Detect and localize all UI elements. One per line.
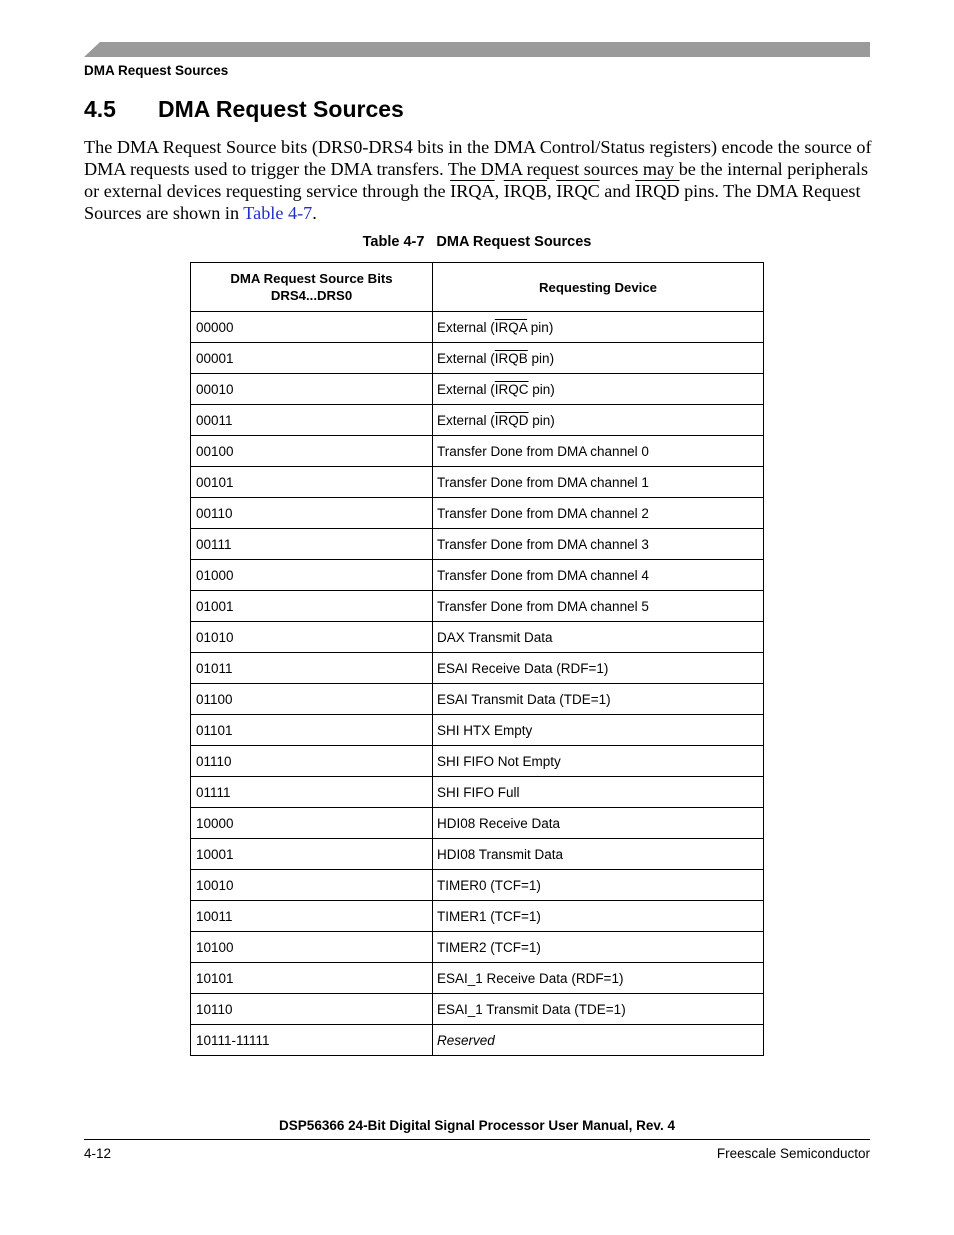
running-head: DMA Request Sources [84, 63, 229, 78]
table-row [191, 994, 764, 1025]
table-row [191, 436, 764, 467]
cell-device: TIMER0 (TCF=1) [433, 870, 764, 901]
table-row [191, 808, 764, 839]
cell-device: Transfer Done from DMA channel 5 [433, 591, 764, 622]
header-source-bits-line2: DRS4...DRS0 [270, 288, 353, 303]
cell-device: Transfer Done from DMA channel 4 [433, 560, 764, 591]
table-row [191, 498, 764, 529]
device-prefix: External ( [437, 350, 495, 366]
table-row [191, 374, 764, 405]
table-row-reserved [191, 1025, 764, 1056]
table-reference-link[interactable]: Table 4-7 [243, 203, 313, 223]
table-row [191, 405, 764, 436]
cell-bits: 00101 [191, 467, 433, 498]
cell-device: HDI08 Receive Data [433, 808, 764, 839]
cell-bits: 01111 [191, 777, 433, 808]
section-number: 4.5 [84, 96, 116, 122]
cell-bits: 10011 [191, 901, 433, 932]
cell-bits: 00111 [191, 529, 433, 560]
device-signal: IRQD [494, 412, 529, 428]
body-sep-3: and [599, 181, 636, 201]
header-bar [84, 42, 870, 57]
cell-bits: 01110 [191, 746, 433, 777]
cell-device: Transfer Done from DMA channel 2 [433, 498, 764, 529]
cell-device: Transfer Done from DMA channel 3 [433, 529, 764, 560]
table-row [191, 467, 764, 498]
cell-bits: 01100 [191, 684, 433, 715]
signal-irqd: IRQD [635, 181, 680, 201]
device-prefix: External ( [437, 412, 495, 428]
cell-device [433, 405, 764, 436]
cell-bits: 00000 [191, 312, 433, 343]
table-caption-title: DMA Request Sources [436, 234, 592, 250]
table-row [191, 932, 764, 963]
body-sep-2: , [547, 181, 557, 201]
device-signal: IRQC [494, 381, 529, 397]
cell-device: TIMER2 (TCF=1) [433, 932, 764, 963]
section-heading [84, 96, 404, 123]
device-suffix: pin) [528, 412, 555, 428]
section-title: DMA Request Sources [158, 96, 404, 122]
table-row [191, 963, 764, 994]
cell-bits: 10111-11111 [191, 1025, 433, 1056]
cell-device [433, 312, 764, 343]
table-row [191, 312, 764, 343]
table-caption [0, 234, 954, 250]
signal-irqc: IRQC [556, 181, 600, 201]
body-paragraph [84, 136, 874, 224]
cell-bits: 00100 [191, 436, 433, 467]
device-suffix: pin) [527, 350, 555, 366]
cell-device: HDI08 Transmit Data [433, 839, 764, 870]
cell-bits: 10001 [191, 839, 433, 870]
cell-bits: 10100 [191, 932, 433, 963]
table-header-row [191, 263, 764, 312]
table-row [191, 777, 764, 808]
dma-request-sources-table [190, 262, 764, 1056]
table-row [191, 622, 764, 653]
cell-device: ESAI_1 Receive Data (RDF=1) [433, 963, 764, 994]
table-caption-label: Table 4-7 [362, 234, 425, 250]
device-signal: IRQA [494, 319, 528, 335]
table-row [191, 715, 764, 746]
cell-device: Transfer Done from DMA channel 0 [433, 436, 764, 467]
table-row [191, 591, 764, 622]
cell-device: DAX Transmit Data [433, 622, 764, 653]
cell-device: SHI FIFO Not Empty [433, 746, 764, 777]
table-row [191, 839, 764, 870]
device-prefix: External ( [437, 381, 495, 397]
device-suffix: pin) [528, 381, 555, 397]
table-row [191, 870, 764, 901]
footer-company: Freescale Semiconductor [716, 1146, 870, 1161]
device-prefix: External ( [437, 319, 495, 335]
cell-bits: 00001 [191, 343, 433, 374]
cell-bits: 00110 [191, 498, 433, 529]
footer-divider [84, 1139, 870, 1140]
table-row [191, 901, 764, 932]
cell-bits: 01011 [191, 653, 433, 684]
device-signal: IRQB [494, 350, 528, 366]
signal-irqb: IRQB [503, 181, 548, 201]
cell-bits: 01000 [191, 560, 433, 591]
cell-bits: 10101 [191, 963, 433, 994]
table-row [191, 684, 764, 715]
body-text-3: . [312, 203, 317, 223]
cell-bits: 00010 [191, 374, 433, 405]
cell-device: SHI HTX Empty [433, 715, 764, 746]
header-bar-shape [84, 42, 870, 57]
cell-device: ESAI_1 Transmit Data (TDE=1) [433, 994, 764, 1025]
cell-bits: 01001 [191, 591, 433, 622]
cell-bits: 10000 [191, 808, 433, 839]
header-source-bits-line1: DMA Request Source Bits [230, 271, 393, 286]
cell-bits: 00011 [191, 405, 433, 436]
device-suffix: pin) [527, 319, 554, 335]
table-row [191, 343, 764, 374]
cell-device: Reserved [433, 1025, 764, 1056]
cell-bits: 01101 [191, 715, 433, 746]
table-row [191, 560, 764, 591]
cell-bits: 10110 [191, 994, 433, 1025]
table-row [191, 746, 764, 777]
cell-device: Transfer Done from DMA channel 1 [433, 467, 764, 498]
cell-device [433, 343, 764, 374]
table-row [191, 529, 764, 560]
footer-document-title: DSP56366 24-Bit Digital Signal Processor User Manual, Rev. 4 [279, 1118, 675, 1133]
cell-device [433, 374, 764, 405]
cell-device: TIMER1 (TCF=1) [433, 901, 764, 932]
header-requesting-device: Requesting Device [433, 263, 764, 312]
cell-device: ESAI Receive Data (RDF=1) [433, 653, 764, 684]
body-sep-1: , [494, 181, 504, 201]
cell-device: ESAI Transmit Data (TDE=1) [433, 684, 764, 715]
body-text-1: The DMA Request Source bits (DRS0-DRS4 bits in the DMA Control/Status registers) encode the source of DMA requests used to trigger the DMA transfers. The DMA request sources may be the internal peripherals or external devices requesting service through the [84, 137, 872, 201]
header-source-bits [191, 263, 433, 312]
cell-bits: 10010 [191, 870, 433, 901]
table-row [191, 653, 764, 684]
footer-page-number: 4-12 [84, 1146, 112, 1161]
cell-device: SHI FIFO Full [433, 777, 764, 808]
signal-irqa: IRQA [450, 181, 495, 201]
cell-bits: 01010 [191, 622, 433, 653]
body-text-2: pins. The DMA Request Sources are shown in [84, 181, 861, 223]
